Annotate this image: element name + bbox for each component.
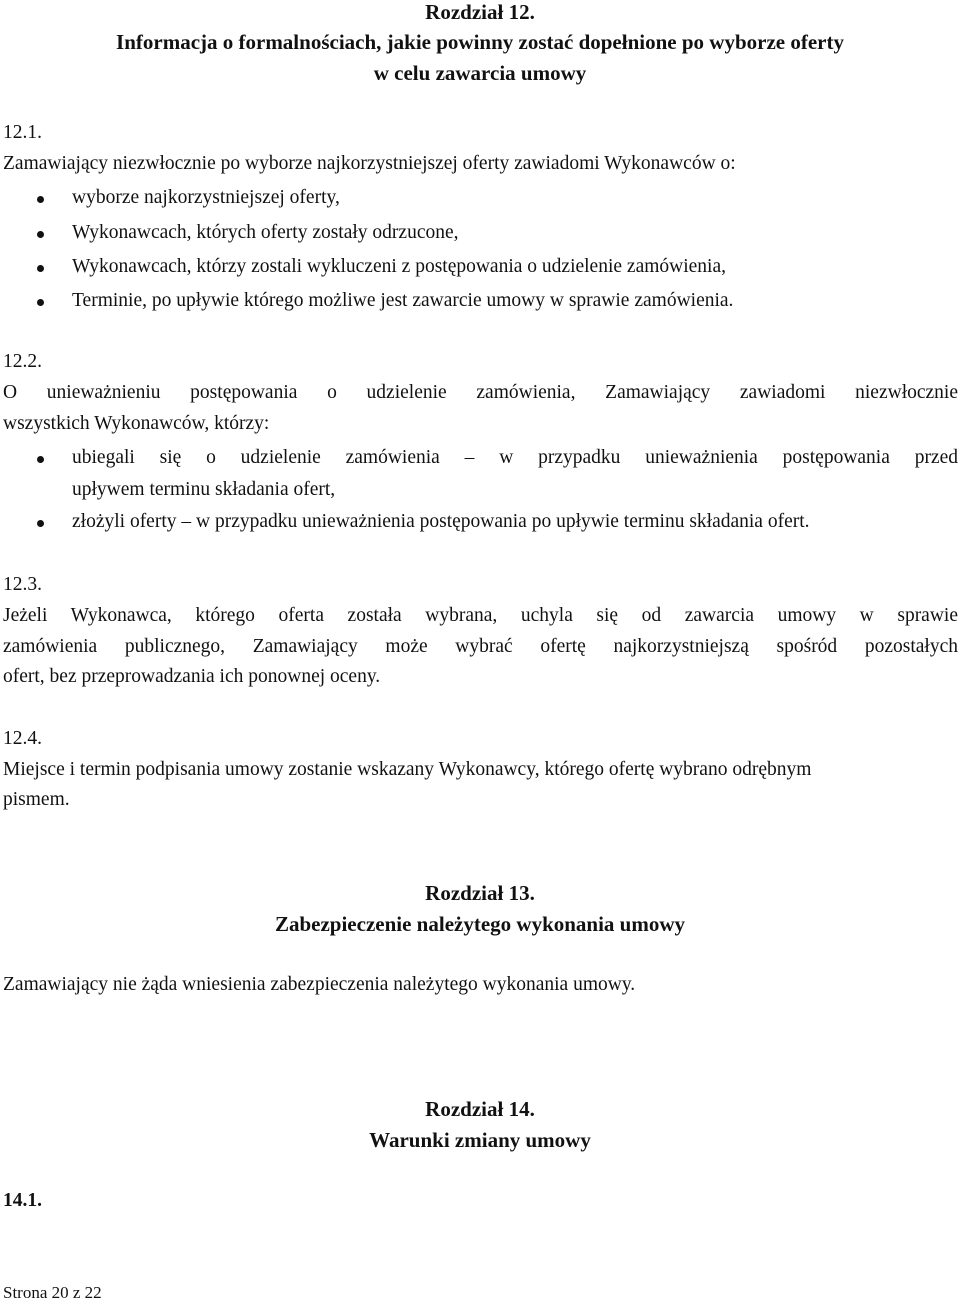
chapter-14-title: Rozdział 14. bbox=[425, 1097, 535, 1121]
chapter-13-body: Zamawiający nie żąda wniesienia zabezpieczenia należytego wykonania umowy. bbox=[3, 974, 636, 995]
chapter-14-subtitle: Warunki zmiany umowy bbox=[369, 1128, 591, 1152]
section-12-2-number: 12.2. bbox=[3, 351, 42, 372]
section-12-2-bullet-1-line-2: upływem terminu składania ofert, bbox=[72, 479, 336, 500]
section-12-1-intro: Zamawiający niezwłocznie po wyborze najkorzystniejszej oferty zawiadomi Wykonawców o: bbox=[3, 153, 736, 174]
section-12-2-intro-line-1: O unieważnieniu postępowania o udzielenie zamówienia, Zamawiający zawiadomi niezwłocznie bbox=[3, 382, 958, 403]
section-12-4-line-1: Miejsce i termin podpisania umowy zostanie wskazany Wykonawcy, którego ofertę wybrano odrębnym bbox=[3, 759, 812, 780]
section-12-3-line-1: Jeżeli Wykonawca, którego oferta została wybrana, uchyla się od zawarcia umowy w sprawie bbox=[3, 605, 958, 626]
section-12-1-bullet-2: Wykonawcach, których oferty zostały odrzucone, bbox=[72, 222, 459, 243]
section-12-4-line-2: pismem. bbox=[3, 789, 70, 810]
bullet-icon bbox=[37, 231, 44, 238]
page-number-footer: Strona 20 z 22 bbox=[3, 1283, 102, 1302]
chapter-13-title: Rozdział 13. bbox=[425, 881, 535, 905]
section-12-2-bullet-1-line-1: ubiegali się o udzielenie zamówienia – w przypadku unieważnienia postępowania przed bbox=[72, 447, 958, 468]
section-12-1-number: 12.1. bbox=[3, 122, 42, 143]
chapter-12-subtitle-line-2: w celu zawarcia umowy bbox=[373, 61, 587, 85]
section-12-2-bullet-2: złożyli oferty – w przypadku unieważnienia postępowania po upływie terminu składania ofert. bbox=[72, 511, 810, 532]
section-12-3-number: 12.3. bbox=[3, 574, 42, 595]
section-12-3-line-3: ofert, bez przeprowadzania ich ponownej oceny. bbox=[3, 666, 381, 687]
bullet-icon bbox=[37, 456, 44, 463]
chapter-12-subtitle-line-1: Informacja o formalnościach, jakie powinny zostać dopełnione po wyborze oferty bbox=[116, 30, 844, 54]
bullet-icon bbox=[37, 196, 44, 203]
section-12-1-bullet-3: Wykonawcach, którzy zostali wykluczeni z postępowania o udzielenie zamówienia, bbox=[72, 256, 726, 277]
bullet-icon bbox=[37, 299, 44, 306]
section-14-1-number: 14.1. bbox=[3, 1190, 42, 1211]
section-12-1-bullet-4: Terminie, po upływie którego możliwe jest zawarcie umowy w sprawie zamówienia. bbox=[72, 290, 734, 311]
section-12-3-line-2: zamówienia publicznego, Zamawiający może wybrać ofertę najkorzystniejszą spośród pozostałych bbox=[3, 636, 958, 657]
bullet-icon bbox=[37, 265, 44, 272]
chapter-13-subtitle: Zabezpieczenie należytego wykonania umowy bbox=[274, 912, 686, 936]
chapter-12-title: Rozdział 12. bbox=[425, 0, 535, 24]
bullet-icon bbox=[37, 520, 44, 527]
section-12-1-bullet-1: wyborze najkorzystniejszej oferty, bbox=[72, 187, 340, 208]
section-12-2-intro-line-2: wszystkich Wykonawców, którzy: bbox=[3, 413, 270, 434]
section-12-4-number: 12.4. bbox=[3, 728, 42, 749]
